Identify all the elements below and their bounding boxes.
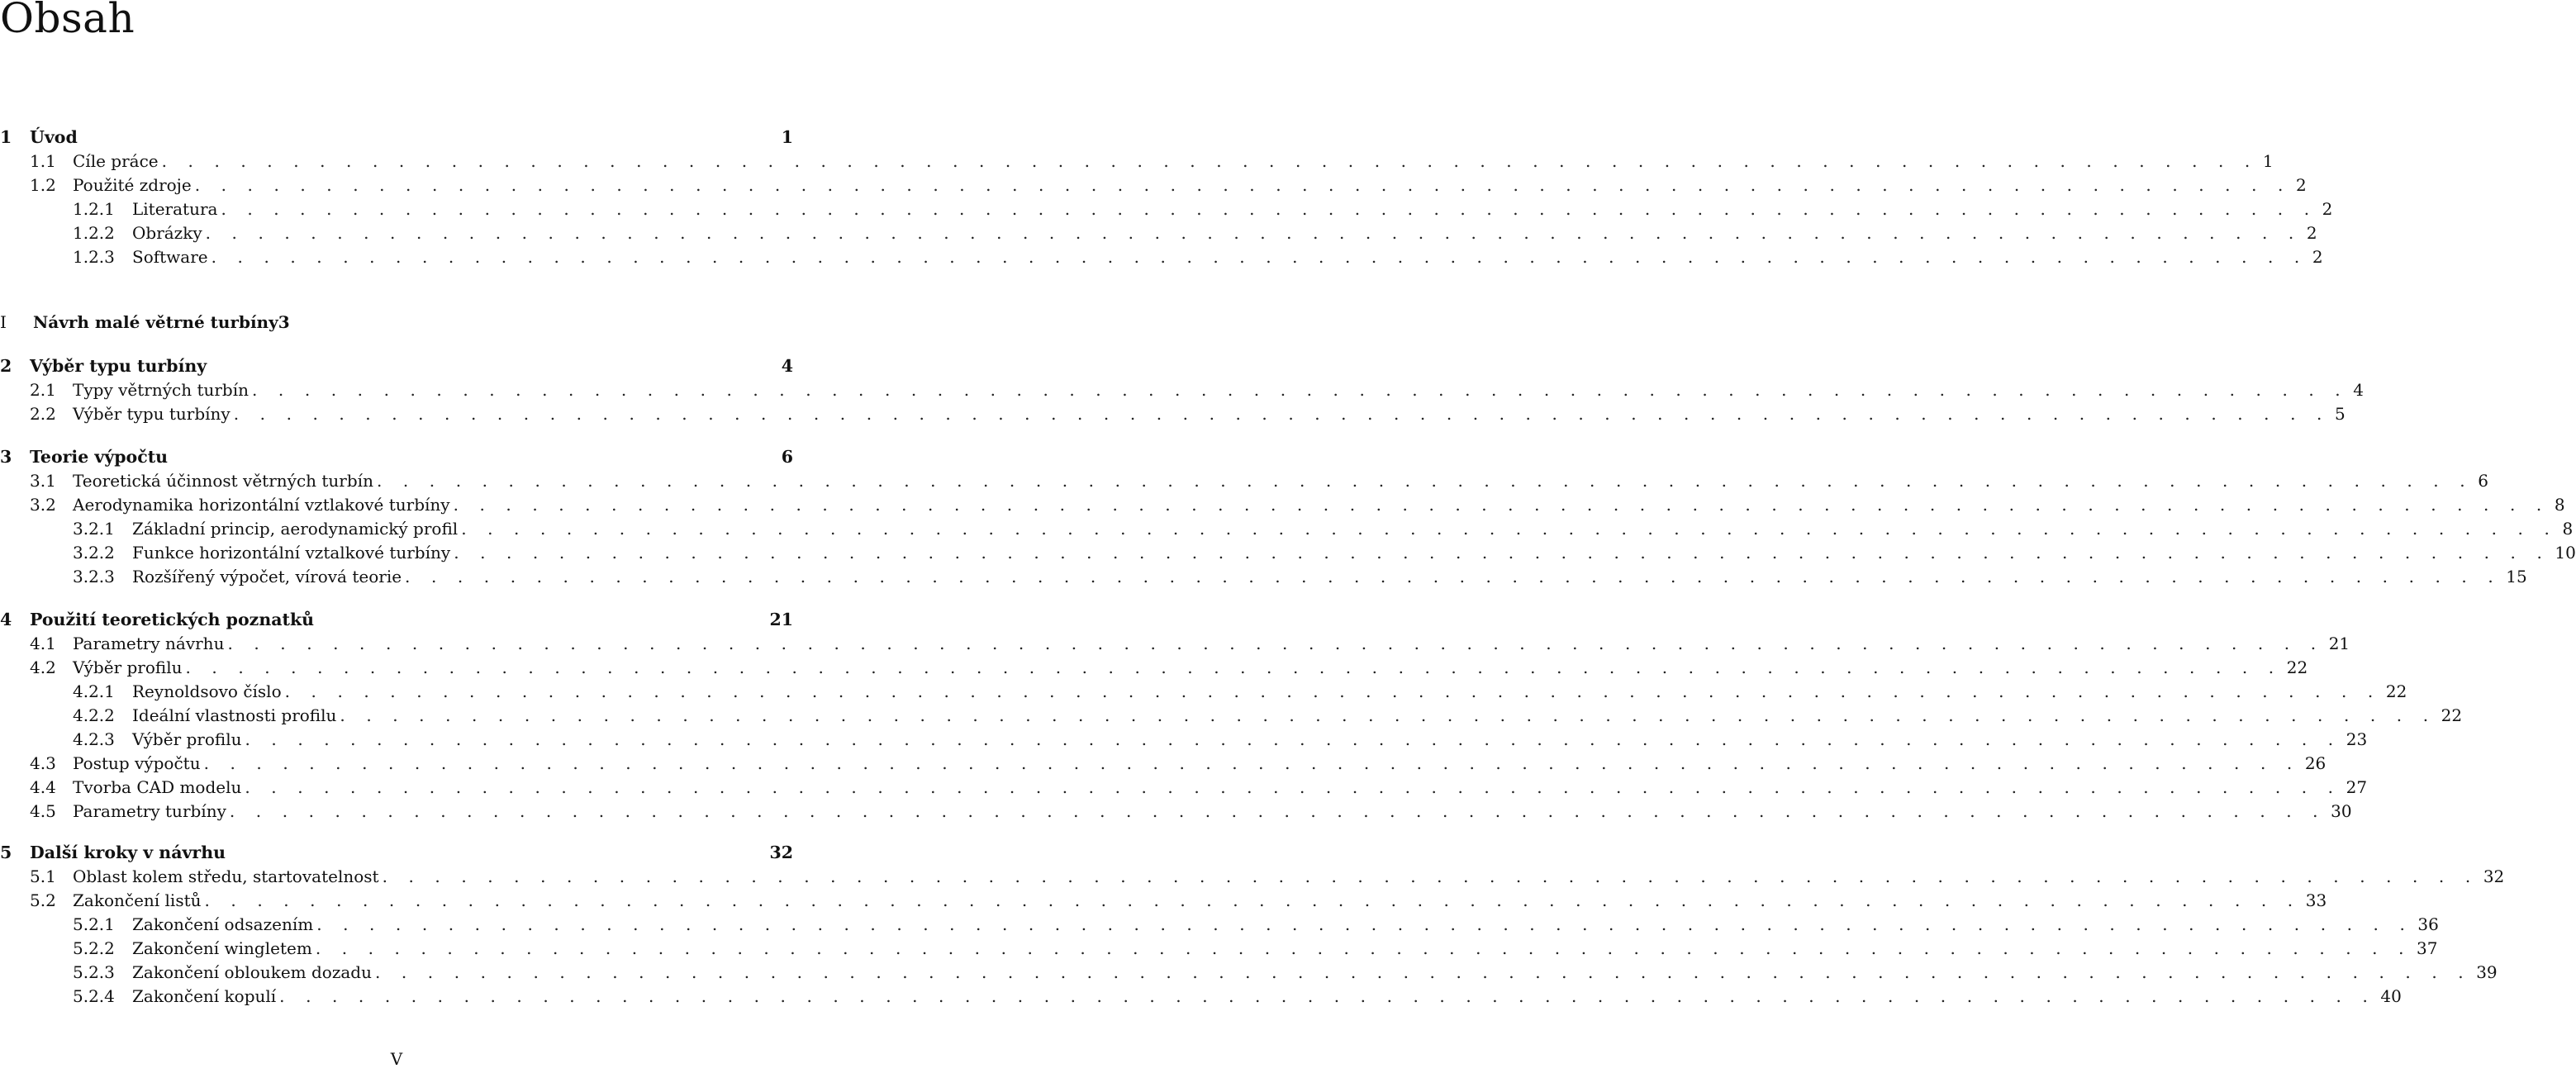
toc-dot-leader: . . . . . . . . . . . . . . . . . . . . . . . . . . . . . . . . . . . . . . . . . . . . . . . . . . . . . . . . . . . . . . . . . . . . . . . . . . . . . . . .: [221, 199, 2317, 219]
toc-entry-page: 10: [2555, 543, 2576, 563]
toc-entry-page: 4: [2353, 380, 2364, 400]
toc-entry-page: 4: [781, 356, 793, 376]
toc-entry-page: 26: [2304, 753, 2326, 773]
toc-entry-page: 3: [278, 312, 290, 332]
toc-dot-leader: . . . . . . . . . . . . . . . . . . . . . . . . . . . . . . . . . . . . . . . . . . . . . . . . . . . . . . . . . . . . . . . . . . . . . . . . . . . . . . . .: [382, 866, 2479, 886]
toc-entry-title: Zakončení odsazením: [132, 914, 314, 934]
toc-entry-title: Reynoldsovo číslo: [132, 681, 282, 701]
toc-entry-page: 6: [2478, 471, 2488, 491]
toc-dot-leader: . . . . . . . . . . . . . . . . . . . . . . . . . . . . . . . . . . . . . . . . . . . . . . . . . . . . . . . . . . . . . . . . . . . . . . . . . . . . . . . .: [284, 681, 2381, 701]
toc-entry-number: 5.2: [30, 890, 56, 910]
toc-entry-number: 3.2: [30, 495, 56, 515]
toc-entry-title: Výběr profilu: [73, 658, 183, 677]
toc-entry-1-2[interactable]: [0, 173, 2307, 197]
toc-entry-page: 15: [2506, 567, 2527, 586]
toc-entry-number: 4.3: [30, 753, 56, 773]
toc-entry-1-2-1[interactable]: [0, 197, 2333, 221]
toc-entry-title: Zakončení listů: [73, 890, 202, 910]
toc-entry-title: Aerodynamika horizontální vztlakové turbíny: [73, 495, 450, 515]
toc-entry-title: Literatura: [132, 199, 218, 219]
toc-entry-3-2-1[interactable]: [0, 517, 2574, 540]
toc-entry-number: 5.2.2: [73, 938, 115, 958]
toc-entry-3-2-3[interactable]: [0, 565, 2527, 588]
toc-dot-leader: . . . . . . . . . . . . . . . . . . . . . . . . . . . . . . . . . . . . . . . . . . . . . . . . . . . . . . . . . . . . . . . . . . . . . . . . . . . . . . . .: [204, 890, 2301, 910]
toc-entry-number: 1.1: [30, 151, 56, 171]
toc-entry-title: Parametry turbíny: [73, 801, 226, 821]
toc-entry-number: 4.2.2: [73, 705, 115, 725]
toc-entry-4-2-2[interactable]: [0, 704, 2463, 727]
toc-entry-number: 4.2.1: [73, 681, 115, 701]
toc-entry-page: 22: [2441, 705, 2463, 725]
toc-entry-page: 8: [2554, 495, 2565, 515]
toc-entry-2-2[interactable]: [0, 402, 2345, 425]
toc-entry-3-2-2[interactable]: [0, 541, 2576, 564]
toc-entry-page: 30: [2331, 801, 2352, 821]
toc-entry-5-1[interactable]: [0, 865, 2505, 888]
toc-entry-2[interactable]: [0, 354, 793, 377]
toc-entry-3-2[interactable]: [0, 493, 2565, 516]
page-title: Obsah: [0, 0, 135, 42]
toc-dot-leader: . . . . . . . . . . . . . . . . . . . . . . . . . . . . . . . . . . . . . . . . . . . . . . . . . . . . . . . . . . . . . . . . . . . . . . . . . . . . . . . .: [461, 519, 2558, 539]
toc-entry-4-3[interactable]: [0, 752, 2326, 775]
toc-entry-title: Obrázky: [132, 223, 202, 243]
toc-entry-number: 3.2.1: [73, 519, 115, 539]
toc-entry-page: 2: [2312, 247, 2323, 267]
toc-entry-number: 3: [0, 447, 12, 467]
toc-entry-1[interactable]: [0, 126, 793, 149]
toc-entry-3[interactable]: [0, 445, 793, 468]
toc-dot-leader: . . . . . . . . . . . . . . . . . . . . . . . . . . . . . . . . . . . . . . . . . . . . . . . . . . . . . . . . . . . . . . . . . . . . . . . . . . . . . . . .: [453, 495, 2550, 515]
toc-entry-4-2-1[interactable]: [0, 680, 2407, 703]
toc-entry-title: Oblast kolem středu, startovatelnost: [73, 866, 379, 886]
toc-entry-title: Tvorba CAD modelu: [73, 777, 242, 797]
toc-entry-title: Výběr profilu: [132, 729, 242, 749]
toc-entry-5-2-1[interactable]: [0, 913, 2439, 936]
toc-entry-5-2-4[interactable]: [0, 985, 2402, 1008]
toc-dot-leader: . . . . . . . . . . . . . . . . . . . . . . . . . . . . . . . . . . . . . . . . . . . . . . . . . . . . . . . . . . . . . . . . . . . . . . . . . . . . . . . .: [252, 380, 2349, 400]
toc-entry-number: I: [0, 312, 7, 332]
toc-entry-title: Zakončení wingletem: [132, 938, 312, 958]
toc-entry-title: Návrh malé větrné turbíny: [33, 312, 278, 332]
toc-entry-page: 32: [769, 843, 793, 862]
toc-entry-page: 22: [2286, 658, 2308, 677]
toc-entry-2-1[interactable]: [0, 378, 2364, 401]
toc-dot-leader: . . . . . . . . . . . . . . . . . . . . . . . . . . . . . . . . . . . . . . . . . . . . . . . . . . . . . . . . . . . . . . . . . . . . . . . . . . . . . . . .: [161, 151, 2258, 171]
toc-dot-leader: . . . . . . . . . . . . . . . . . . . . . . . . . . . . . . . . . . . . . . . . . . . . . . . . . . . . . . . . . . . . . . . . . . . . . . . . . . . . . . . .: [316, 914, 2413, 934]
toc-entry-number: 5.2.3: [73, 962, 115, 982]
toc-entry-number: 1.2: [30, 175, 56, 195]
toc-dot-leader: . . . . . . . . . . . . . . . . . . . . . . . . . . . . . . . . . . . . . . . . . . . . . . . . . . . . . . . . . . . . . . . . . . . . . . . . . . . . . . . .: [205, 223, 2302, 243]
toc-entry-title: Teorie výpočtu: [30, 447, 169, 467]
toc-entry-title: Postup výpočtu: [73, 753, 201, 773]
toc-entry-1-2-2[interactable]: [0, 221, 2317, 245]
toc-entry-3-1[interactable]: [0, 469, 2488, 492]
toc-entry-title: Výběr typu turbíny: [30, 356, 207, 376]
toc-entry-page: 1: [781, 127, 793, 147]
toc-dot-leader: . . . . . . . . . . . . . . . . . . . . . . . . . . . . . . . . . . . . . . . . . . . . . . . . . . . . . . . . . . . . . . . . . . . . . . . . . . . . . . . .: [245, 777, 2341, 797]
toc-entry-5-2[interactable]: [0, 889, 2327, 912]
toc-entry-4-4[interactable]: [0, 776, 2368, 799]
toc-dot-leader: . . . . . . . . . . . . . . . . . . . . . . . . . . . . . . . . . . . . . . . . . . . . . . . . . . . . . . . . . . . . . . . . . . . . . . . . . . . . . . . .: [185, 658, 2282, 677]
toc-entry-title: Úvod: [30, 127, 78, 147]
toc-entry-page: 22: [2385, 681, 2407, 701]
toc-dot-leader: . . . . . . . . . . . . . . . . . . . . . . . . . . . . . . . . . . . . . . . . . . . . . . . . . . . . . . . . . . . . . . . . . . . . . . . . . . . . . . . .: [315, 938, 2412, 958]
toc-entry-number: 1.2.1: [73, 199, 115, 219]
toc-dot-leader: . . . . . . . . . . . . . . . . . . . . . . . . . . . . . . . . . . . . . . . . . . . . . . . . . . . . . . . . . . . . . . . . . . . . . . . . . . . . . . . .: [374, 962, 2472, 982]
toc-entry-page: 21: [769, 610, 793, 629]
toc-dot-leader: . . . . . . . . . . . . . . . . . . . . . . . . . . . . . . . . . . . . . . . . . . . . . . . . . . . . . . . . . . . . . . . . . . . . . . . . . . . . . . . .: [340, 705, 2436, 725]
toc-entry-4-1[interactable]: [0, 632, 2350, 655]
toc-entry-number: 5.2.1: [73, 914, 115, 934]
toc-dot-leader: . . . . . . . . . . . . . . . . . . . . . . . . . . . . . . . . . . . . . . . . . . . . . . . . . . . . . . . . . . . . . . . . . . . . . . . . . . . . . . . .: [454, 543, 2550, 563]
toc-entry-number: 5.1: [30, 866, 56, 886]
toc-entry-page: 27: [2345, 777, 2368, 797]
toc-entry-page: 21: [2328, 634, 2350, 653]
toc-entry-page: 2: [2295, 175, 2307, 195]
toc-entry-page: 23: [2345, 729, 2368, 749]
toc-entry-title: Další kroky v návrhu: [30, 843, 226, 862]
toc-entry-page: 37: [2417, 938, 2438, 958]
toc-dot-leader: . . . . . . . . . . . . . . . . . . . . . . . . . . . . . . . . . . . . . . . . . . . . . . . . . . . . . . . . . . . . . . . . . . . . . . . . . . . . . . . .: [203, 753, 2300, 773]
page-number-footer: V: [390, 1049, 403, 1069]
toc-entry-1-2-3[interactable]: [0, 245, 2323, 268]
toc-entry-number: 1: [0, 127, 12, 147]
toc-entry-page: 5: [2334, 404, 2345, 424]
toc-entry-title: Software: [132, 247, 208, 267]
toc-entry-page: 32: [2483, 866, 2505, 886]
toc-entry-number: 4.2.3: [73, 729, 115, 749]
toc-entry-title: Parametry návrhu: [73, 634, 225, 653]
toc-dot-leader: . . . . . . . . . . . . . . . . . . . . . . . . . . . . . . . . . . . . . . . . . . . . . . . . . . . . . . . . . . . . . . . . . . . . . . . . . . . . . . . .: [194, 175, 2291, 195]
toc-entry-page: 40: [2380, 986, 2402, 1006]
toc-entry-title: Použití teoretických poznatků: [30, 610, 315, 629]
toc-entry-number: 3.1: [30, 471, 56, 491]
toc-entry-title: Použité zdroje: [73, 175, 192, 195]
toc-entry-title: Ideální vlastnosti profilu: [132, 705, 337, 725]
toc-entry-page: 8: [2562, 519, 2574, 539]
toc-entry-5-2-2[interactable]: [0, 937, 2438, 960]
toc-entry-title: Teoretická účinnost větrných turbín: [73, 471, 373, 491]
toc-entry-number: 1.2.3: [73, 247, 115, 267]
toc-entry-4[interactable]: [0, 608, 793, 631]
toc-entry-page: 2: [2322, 199, 2333, 219]
toc-entry-title: Typy větrných turbín: [73, 380, 250, 400]
toc-entry-page: 2: [2306, 223, 2317, 243]
toc-entry-title: Výběr typu turbíny: [73, 404, 231, 424]
toc-dot-leader: . . . . . . . . . . . . . . . . . . . . . . . . . . . . . . . . . . . . . . . . . . . . . . . . . . . . . . . . . . . . . . . . . . . . . . . . . . . . . . . .: [279, 986, 2376, 1006]
toc-dot-leader: . . . . . . . . . . . . . . . . . . . . . . . . . . . . . . . . . . . . . . . . . . . . . . . . . . . . . . . . . . . . . . . . . . . . . . . . . . . . . . . .: [229, 801, 2326, 821]
toc-entry-number: 4.2: [30, 658, 56, 677]
toc-entry-1-1[interactable]: [0, 150, 2274, 173]
toc-entry-number: 5: [0, 843, 12, 862]
toc-entry-4-2[interactable]: [0, 656, 2308, 679]
toc-entry-page: 36: [2417, 914, 2439, 934]
toc-dot-leader: . . . . . . . . . . . . . . . . . . . . . . . . . . . . . . . . . . . . . . . . . . . . . . . . . . . . . . . . . . . . . . . . . . . . . . . . . . . . . . . .: [233, 404, 2330, 424]
toc-entry-number: 3.2.2: [73, 543, 115, 563]
toc-entry-title: Funkce horizontální vztalkové turbíny: [132, 543, 451, 563]
toc-entry-title: Základní princip, aerodynamický profil: [132, 519, 459, 539]
toc-dot-leader: . . . . . . . . . . . . . . . . . . . . . . . . . . . . . . . . . . . . . . . . . . . . . . . . . . . . . . . . . . . . . . . . . . . . . . . . . . . . . . . .: [245, 729, 2341, 749]
toc-entry-page: 1: [2262, 151, 2274, 171]
toc-entry-page: 33: [2305, 890, 2327, 910]
toc-entry-I[interactable]: [0, 311, 793, 334]
toc-entry-number: 3.2.3: [73, 567, 115, 586]
toc-entry-number: 2.2: [30, 404, 56, 424]
toc-entry-5[interactable]: [0, 841, 793, 864]
toc-entry-title: Zakončení obloukem dozadu: [132, 962, 372, 982]
toc-entry-4-5[interactable]: [0, 800, 2352, 823]
toc-dot-leader: . . . . . . . . . . . . . . . . . . . . . . . . . . . . . . . . . . . . . . . . . . . . . . . . . . . . . . . . . . . . . . . . . . . . . . . . . . . . . . . .: [376, 471, 2474, 491]
toc-entry-page: 39: [2476, 962, 2498, 982]
toc-entry-4-2-3[interactable]: [0, 728, 2368, 751]
toc-entry-number: 2.1: [30, 380, 56, 400]
toc-entry-title: Zakončení kopulí: [132, 986, 277, 1006]
toc-entry-number: 4: [0, 610, 12, 629]
toc-dot-leader: . . . . . . . . . . . . . . . . . . . . . . . . . . . . . . . . . . . . . . . . . . . . . . . . . . . . . . . . . . . . . . . . . . . . . . . . . . . . . . . .: [405, 567, 2502, 586]
toc-dot-leader: . . . . . . . . . . . . . . . . . . . . . . . . . . . . . . . . . . . . . . . . . . . . . . . . . . . . . . . . . . . . . . . . . . . . . . . . . . . . . . . .: [211, 247, 2307, 267]
toc-dot-leader: . . . . . . . . . . . . . . . . . . . . . . . . . . . . . . . . . . . . . . . . . . . . . . . . . . . . . . . . . . . . . . . . . . . . . . . . . . . . . . . .: [227, 634, 2324, 653]
toc-entry-number: 2: [0, 356, 12, 376]
toc-entry-page: 6: [781, 447, 793, 467]
toc-entry-number: 4.4: [30, 777, 56, 797]
toc-entry-title: Cíle práce: [73, 151, 159, 171]
toc-entry-number: 5.2.4: [73, 986, 115, 1006]
toc-entry-number: 1.2.2: [73, 223, 115, 243]
toc-entry-5-2-3[interactable]: [0, 961, 2498, 984]
toc-entry-title: Rozšířený výpočet, vírová teorie: [132, 567, 402, 586]
toc-entry-number: 4.1: [30, 634, 56, 653]
toc-entry-number: 4.5: [30, 801, 56, 821]
